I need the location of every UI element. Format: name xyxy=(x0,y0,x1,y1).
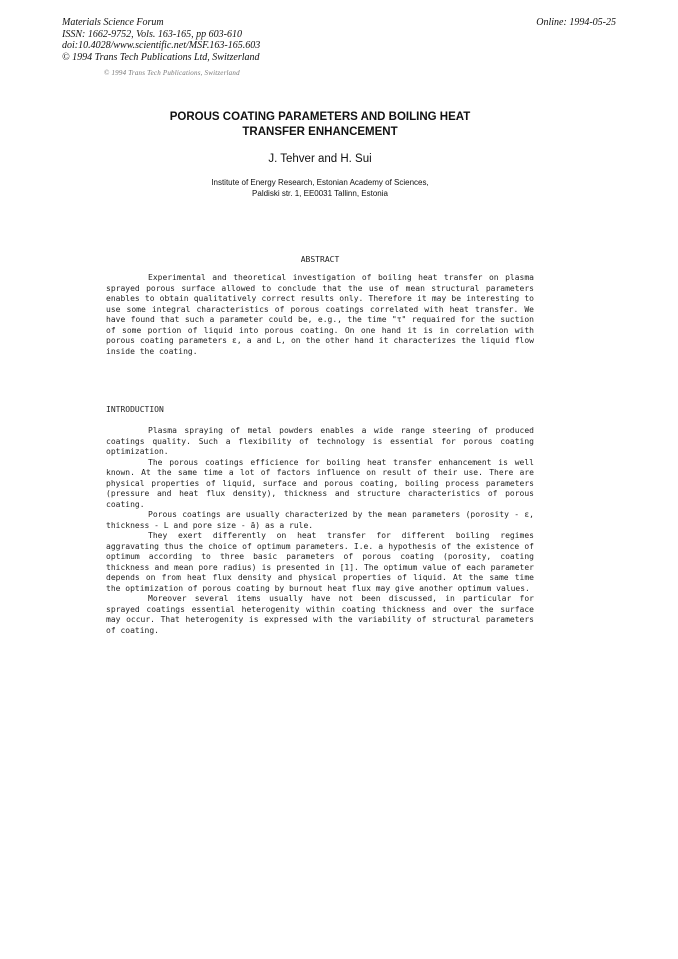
affiliation xyxy=(0,177,640,199)
authors: J. Tehver and H. Sui xyxy=(268,153,372,165)
affiliation-line-1: Institute of Energy Research, Estonian Academy of Sciences, xyxy=(211,178,429,187)
journal-name: Materials Science Forum xyxy=(62,17,164,28)
publication-metadata xyxy=(62,17,260,63)
online-date: Online: 1994-05-25 xyxy=(536,17,616,28)
intro-paragraph: They exert differently on heat transfer for different boiling regimes aggravating thus the choice of optimum parameters. I.e. a hypothesis of the existence of optimum according to three basic parameters of porous coating (porosity, coating thickness and mean pore radius) is presented in [1]. The optimum value of each parameter depends on from heat flux density and physical properties of liquid. At the same time the optimization of porous coating by burnout heat flux may give another optimum values. xyxy=(106,531,534,593)
paper-title xyxy=(0,110,640,140)
faint-copyright-line: © 1994 Trans Tech Publications, Switzerland xyxy=(104,69,240,77)
abstract-heading: ABSTRACT xyxy=(300,255,340,264)
introduction-body xyxy=(106,426,534,636)
title-line-1: POROUS COATING PARAMETERS AND BOILING HEAT xyxy=(169,111,471,123)
abstract-body xyxy=(106,273,534,357)
title-line-2: TRANSFER ENHANCEMENT xyxy=(242,126,398,138)
copyright-line: © 1994 Trans Tech Publications Ltd, Switzerland xyxy=(62,51,260,63)
intro-paragraph: Plasma spraying of metal powders enables a wide range steering of produced coatings quality. Such a flexibility of technology is essential for porous coating optimization. xyxy=(106,426,534,456)
intro-paragraph: The porous coatings efficience for boiling heat transfer enhancement is well known. At the same time a lot of factors influence on result of their use. There are physical properties of liquid, surface and porous coating, boiling process parameters (pressure and heat flux density), thickness and structure characteristics of porous coating. xyxy=(106,457,534,509)
affiliation-line-2: Paldiski str. 1, EE0031 Tallinn, Estonia xyxy=(252,189,388,198)
introduction-heading: INTRODUCTION xyxy=(106,405,164,414)
issn-line: ISSN: 1662-9752, Vols. 163-165, pp 603-610 xyxy=(62,28,242,40)
abstract-text: Experimental and theoretical investigation of boiling heat transfer on plasma sprayed porous surface allowed to conclude that the use of mean structural parameters enables to obtain qualitatively correct results only. Therefore it may be interesting to use some integral characteristics of porous coatings correlated with heat transfer. We have found that such a parameter could be, e.g., the time "τ" requaired for the suction of some portion of liquid into porous coating. On one hand it is in correlation with porous coating parameters ε, a and L, on the other hand it characterizes the liquid flow inside the coating. xyxy=(106,273,534,356)
intro-paragraph: Moreover several items usually have not been discussed, in particular for sprayed coatings essential heterogenity within coating thickness and over the surface may occur. That heterogenity is expressed with the variability of structural parameters of coating. xyxy=(106,594,534,635)
intro-paragraph: Porous coatings are usually characterized by the mean parameters (porosity - ε, thickness - L and pore size - ā) as a rule. xyxy=(106,510,534,530)
doi-line: doi:10.4028/www.scientific.net/MSF.163-165.603 xyxy=(62,40,261,51)
